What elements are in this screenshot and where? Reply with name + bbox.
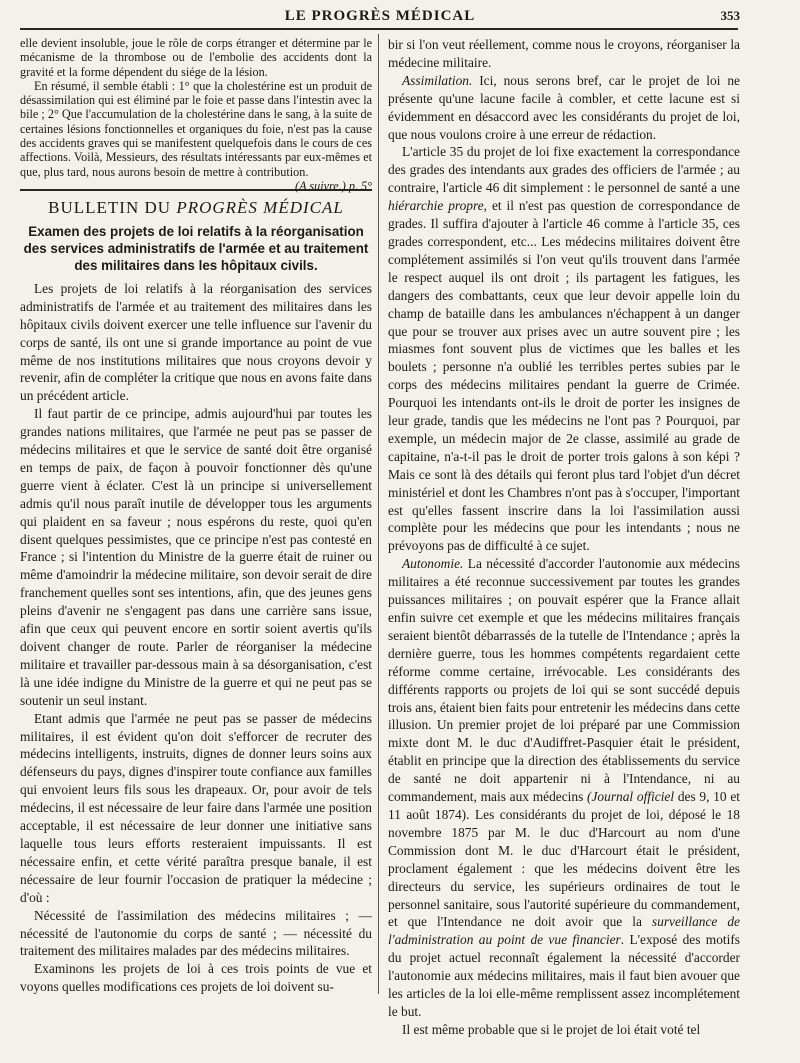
right-column [388, 36, 740, 1039]
page-number: 353 [720, 8, 740, 23]
paragraph-text: , et il n'est pas question de correspondance de grades. Il suffira d'ajouter à l'article 46 comme à l'article 35, ces grades correspondent, etc... Les médecins militaires doivent être complétement assimilés si l'on veut qu'ils trouvent dans l'armée le respect auquel ils ont droit ; ils partagent les fatigues, les dangers des combattants, ceux que leur devoir appelle loin du champ de bataille dans les ambulances n'échappent à un danger que pour se trouver aux prises avec un autre souvent pire ; les miasmes font souvent plus de victimes que les balles et les boulets ; personne n'a oublié les terribles pertes subies par le corps des médecins militaires pendant la guerre de Crimée. Pourquoi les intendants ont-ils le droit de porter les insignes de leur grade, tandis que les médecins ne l'ont pas ? Pourquoi, par exemple, un médecin major de 2e classe, assimilé au grade de capitaine, n'a-t-il pas le droit de porter trois galons à son képi ? Mais ce sont là des détails qui feront plus tard l'objet d'un décret ministériel et dont les Chambres n'ont pas à s'occuper, l'important est qu'elles fassent inscrire dans la loi l'assimilation aussi complète pour les médecins que pour les intendants ; nous ne prévoyons pas de difficulté à ce sujet. [388, 198, 740, 554]
section-lead: Assimilation. [402, 72, 473, 88]
journal-title: LE PROGRÈS MÉDICAL [284, 8, 476, 24]
bulletin-journal-name: PROGRÈS MÉDICAL [176, 197, 344, 217]
page-header [20, 6, 740, 28]
to-be-continued: (A suivre.) p. 5° [295, 178, 372, 193]
italic-phrase: (Journal officiel [587, 789, 675, 805]
bulletin-prefix: BULLETIN DU [48, 197, 177, 217]
section-lead: Autonomie. [402, 556, 464, 572]
article-35-paragraph [388, 143, 740, 555]
autonomie-paragraph [388, 555, 740, 1021]
article-paragraph: Nécessité de l'assimilation des médecins militaires ; — nécessité de l'autonomie du corps de santé ; — nécessité du traitement des militaires malades par des médecins militaires. [20, 907, 372, 959]
intro-paragraph: elle devient insoluble, joue le rôle de corps étranger et détermine par le mécanisme de la thrombose ou de l'embolie des accidents dont la gravité et la forme dépendent du siége de la lésion. [20, 36, 372, 79]
article-paragraph: Il faut partir de ce principe, admis aujourd'hui par toutes les grandes nations militaires, que l'armée ne peut pas se passer de médecins militaires et que le service de santé doit être organisé en temps de paix, de façon à pouvoir fonctionner dès qu'une guerre vient à éclater. C'est là un principe si universellement admis qu'il nous paraît inutile de développer tous les arguments qui plaident en sa faveur ; nous espérons du reste, quoi qu'en disent quelques pessimistes, que ce principe n'est pas contesté en France ; si l'intention du Ministre de la guerre était de ruiner ou même d'amoindrir la médecine militaire, son devoir serait de dire franchement quelles sont ses intentions, afin, que des jeunes gens pleins d'avenir ne s'engagent pas dans une carrière sans issue, afin que ceux qui peuvent encore en sortir soient avertis qu'ils doivent changer de route. Parler de réorganiser la médecine militaire et travailler par-dessous main à sa désorganisation, c'est là une idée indigne du Ministre de la guerre et qui ne peut pas se soutenir un seul instant. [20, 406, 372, 708]
left-column [20, 36, 372, 996]
article-paragraph: Etant admis que l'armée ne peut pas se passer de médecins militaires, il est évident qu'on doit s'efforcer de recruter des médecins intelligents, instruits, dignes de donner leurs soins aux défenseurs du pays, dignes d'inspirer toute confiance aux familles qui envoient leurs fils sous les drapeaux. Or, pour avoir de tels médecins, il est nécessaire de leur faire dans l'armée une position acceptable, il est nécessaire de leur donner une initiative sans laquelle tous leurs efforts resteraient impuissants. Il est nécessaire enfin, et cette vérité paraîtra presque banale, il est nécessaire de leur fournir l'occasion de pratiquer la médecine ; d'où : [20, 710, 372, 905]
article-paragraph: Examinons les projets de loi à ces trois points de vue et voyons quelles modifications ces projets de loi doivent su- [20, 961, 372, 995]
italic-phrase: hiérarchie propre [388, 198, 484, 214]
paragraph-text: . L'exposé des motifs du projet actuel reconnaît également la nécessité d'accorder l'autonomie aux médecins militaires, mais il faut bien avouer que les articles de la loi elle-même remplissent assez incomplétement le but. [388, 932, 741, 1019]
paragraph-text: Ici, nous serons bref, car le projet de loi ne présente qu'une lacune facile à combler, et cette lacune est si évidemment en désaccord avec les considérants du projet de loi, que nous voulons croire à une erreur de rédaction. [388, 72, 740, 142]
bulletin-heading [20, 199, 372, 217]
header-rule [20, 28, 738, 30]
intro-text: En résumé, il semble établi : 1° que la cholestérine est un produit de désassimilation qui est éliminé par le foie et passe dans l'intestin avec la bile ; 2° Que l'accumulation de la cholestérine dans le sang, à la suite de certaines lésions fonctionnelles et organiques du foie, n'est pas la cause des accidents graves qui se manifestent quelquefois dans le cours de ces affections. Voilà, Messieurs, des résultats intéressants par eux-mêmes et que, plus tard, nous aurons besoin de mettre à contribution. [20, 78, 372, 179]
article-title: Examen des projets de loi relatifs à la réorganisation des services administratifs de l'armée et au traitement des militaires dans les hôpitaux civils. [23, 223, 369, 273]
paragraph-text: L'article 35 du projet de loi fixe exactement la correspondance des grades des intendants aux grades des officiers de l'armée ; au contraire, l'article 46 dit simplement : le personnel de santé a une [388, 144, 740, 196]
article-paragraph: bir si l'on veut réellement, comme nous le croyons, réorganiser la médecine militaire. [388, 37, 740, 70]
paragraph-text: La nécessité d'accorder l'autonomie aux médecins militaires a été reconnue successivement par toutes les grandes puissances militaires ; on pouvait espérer que la France allait enfin suivre cet exemple et que les médecins militaires français seraient bientôt débarrassés de la tutelle de l'Intendance ; après la dernière guerre, tous les hommes compétents regardaient cette réforme comme certaine, irrévocable. Les considérants des différents rapports ou projets de loi qui se sont succédé depuis trois ans, étaient bien faits pour entretenir les médecins dans cette illusion. Un premier projet de loi préparé par une Commission mixte dont M. le duc d'Audiffret-Pasquier était le président, établit en principe que la direction des établissements du service de santé ne doit appartenir ni à l'Intendance, ni au commandement, mais aux médecins [388, 556, 740, 805]
italic-phrase: surveillance de l'administration au point de vue financier [388, 914, 740, 948]
intro-paragraph [20, 78, 372, 193]
article-paragraph: Il est même probable que si le projet de loi était voté tel [402, 1021, 701, 1037]
article-paragraph: Les projets de loi relatifs à la réorganisation des services administratifs de l'armée et au traitement des militaires dans les hôpitaux civils doivent exercer une telle influence sur l'avenir du corps de santé, ils ont une si grande importance au point de vue même de nos institutions militaires que nous croyons devoir y revenir, afin de compléter la critique que nous en avons faite dans un précédent article. [20, 280, 372, 404]
column-divider [378, 34, 379, 994]
paragraph-text: des 9, 10 et 11 août 1874). Les considérants du projet de loi, déposé le 18 novembre 1875 par M. le duc d'Harcourt au nom d'une Commission dont M. le duc d'Harcourt était le président, proclament également : que les médecins doivent être les directeurs du service, les supérieurs ordinaires de tout le personnel sanitaire, sous l'autorité supérieure du commandement, et que l'Intendance ne doit avoir que la [388, 789, 740, 930]
previous-article-end [20, 36, 372, 193]
assimilation-paragraph [388, 72, 740, 144]
